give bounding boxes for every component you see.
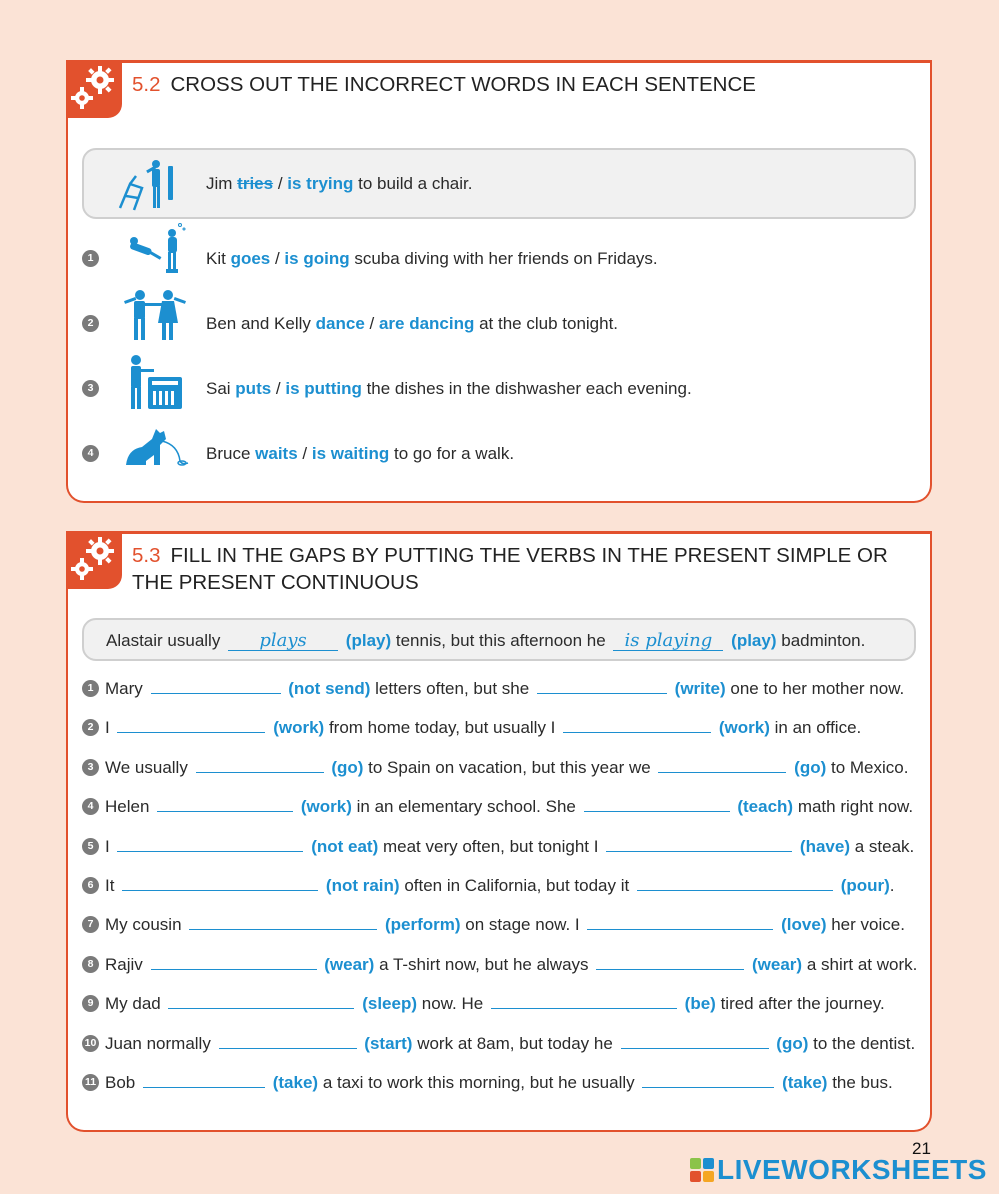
gear-icon [66, 60, 122, 118]
answer-blank[interactable] [189, 913, 377, 930]
gap-fill-row: 10 Juan normally (start) work at 8am, but today he (go) to the dentist. [82, 1032, 915, 1055]
answer-blank[interactable] [642, 1071, 774, 1088]
gap-fill-row: 8 Rajiv (wear) a T-shirt now, but he always (wear) a shirt at work. [82, 953, 917, 976]
option-2[interactable]: is going [284, 249, 350, 268]
gap-fill-row: 1 Mary (not send) letters often, but she (write) one to her mother now. [82, 677, 904, 700]
gap-fill-row: 11 Bob (take) a taxi to work this morning, but he usually (take) the bus. [82, 1071, 893, 1094]
item-sentence: Kit goes / is going scuba diving with her friends on Fridays. [206, 249, 658, 268]
item-number: 3 [82, 380, 99, 397]
item-number: 8 [82, 956, 99, 973]
answer-blank[interactable] [157, 795, 293, 812]
answer-blank[interactable] [122, 874, 318, 891]
example-answer: plays [228, 632, 338, 651]
answer-blank[interactable] [219, 1032, 357, 1049]
example-box [82, 618, 916, 661]
answer-blank[interactable] [143, 1071, 265, 1088]
option-1[interactable]: puts [235, 379, 272, 398]
gap-fill-row: 4 Helen (work) in an elementary school. She (teach) math right now. [82, 795, 913, 818]
answer-blank[interactable] [151, 677, 281, 694]
logo-squares-icon [690, 1158, 714, 1182]
item-number: 4 [82, 445, 99, 462]
dancing-couple-icon [122, 289, 192, 343]
answer-blank[interactable] [658, 756, 786, 773]
answer-blank[interactable] [117, 716, 265, 733]
item-number: 4 [82, 798, 99, 815]
item-number: 7 [82, 916, 99, 933]
answer-blank[interactable] [637, 874, 833, 891]
answer-blank[interactable] [587, 913, 773, 930]
item-sentence: Sai puts / is putting the dishes in the dishwasher each evening. [206, 379, 692, 398]
answer-blank[interactable] [151, 953, 317, 970]
gap-fill-row: 9 My dad (sleep) now. He (be) tired after the journey. [82, 992, 885, 1015]
answer-blank[interactable] [596, 953, 744, 970]
item-number: 5 [82, 838, 99, 855]
section-title: 5.3 FILL IN THE GAPS BY PUTTING THE VERBS IN THE PRESENT SIMPLE OR THE PRESENT CONTINUOUS [132, 544, 888, 594]
scuba-divers-icon [122, 221, 192, 277]
dishwasher-icon [122, 353, 192, 411]
item-number: 1 [82, 250, 99, 267]
answer-blank[interactable] [621, 1032, 769, 1049]
option-2[interactable]: are dancing [378, 314, 475, 333]
gap-fill-row: 2 I (work) from home today, but usually I (work) in an office. [82, 716, 861, 739]
answer-blank[interactable] [117, 835, 303, 852]
option-2[interactable]: is waiting [311, 444, 390, 463]
item-number: 1 [82, 680, 99, 697]
answer-blank[interactable] [537, 677, 667, 694]
item-number: 2 [82, 719, 99, 736]
option-1[interactable]: goes [230, 249, 271, 268]
dog-icon [122, 425, 192, 467]
gap-fill-row: 5 I (not eat) meat very often, but tonight I (have) a steak. [82, 835, 914, 858]
item-sentence: Bruce waits / is waiting to go for a walk. [206, 444, 515, 463]
chair-builder-icon [116, 156, 180, 212]
gap-fill-row: 6 It (not rain) often in California, but today it (pour). [82, 874, 895, 897]
answer-blank[interactable] [563, 716, 711, 733]
example-box [82, 148, 916, 219]
gear-icon [66, 531, 122, 589]
exercise-5-3-panel [66, 531, 932, 1132]
option-1[interactable]: waits [255, 444, 298, 463]
item-number: 10 [82, 1035, 99, 1052]
answer-blank[interactable] [168, 992, 354, 1009]
gap-fill-row: 3 We usually (go) to Spain on vacation, but this year we (go) to Mexico. [82, 756, 908, 779]
item-number: 3 [82, 759, 99, 776]
example-sentence: Jim tries / is trying to build a chair. [206, 174, 473, 193]
item-number: 11 [82, 1074, 99, 1091]
item-number: 6 [82, 877, 99, 894]
answer-blank[interactable] [606, 835, 792, 852]
exercise-5-2-panel [66, 60, 932, 503]
gap-fill-row: 7 My cousin (perform) on stage now. I (love) her voice. [82, 913, 905, 936]
answer-blank[interactable] [584, 795, 730, 812]
item-number: 9 [82, 995, 99, 1012]
item-number: 2 [82, 315, 99, 332]
example-answer: is playing [613, 632, 723, 651]
option-2[interactable]: is putting [285, 379, 362, 398]
item-sentence: Ben and Kelly dance / are dancing at the club tonight. [206, 314, 619, 333]
answer-blank[interactable] [491, 992, 677, 1009]
answer-blank[interactable] [196, 756, 324, 773]
option-1[interactable]: dance [315, 314, 365, 333]
page-number: 21 [912, 1139, 931, 1158]
example-sentence: Alastair usually plays (play) tennis, but this afternoon he is playing (play) badminton. [106, 630, 866, 651]
liveworksheets-logo: LIVEWORKSHEETS [690, 1154, 987, 1186]
section-title: 5.2 CROSS OUT THE INCORRECT WORDS IN EACH SENTENCE [132, 73, 756, 96]
